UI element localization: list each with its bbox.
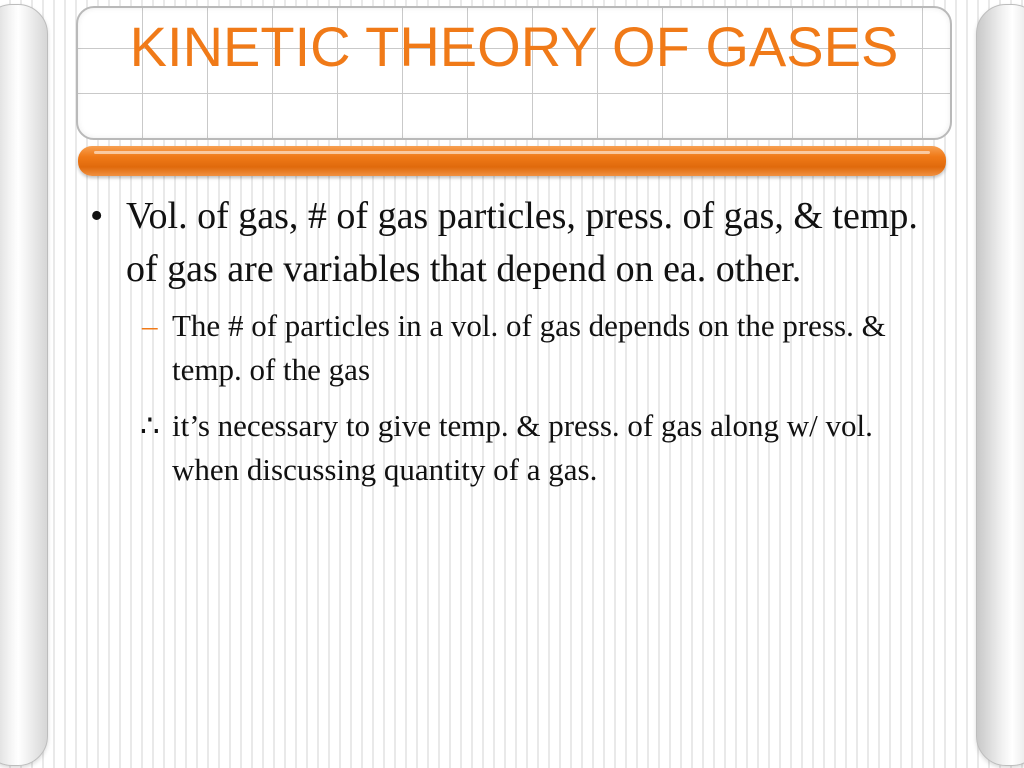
slide-title: KINETIC THEORY OF GASES bbox=[129, 15, 899, 78]
left-decorative-tab bbox=[0, 4, 48, 766]
right-decorative-tab bbox=[976, 4, 1024, 766]
conclusion-item bbox=[80, 404, 940, 492]
conclusion-text: it’s necessary to give temp. & press. of gas along w/ vol. when discussing quantity of a gas. bbox=[172, 408, 873, 487]
therefore-marker: ∴ bbox=[140, 408, 160, 443]
slide-body bbox=[80, 190, 940, 492]
sub-bullet-item bbox=[80, 304, 940, 392]
bullet-item bbox=[80, 190, 940, 296]
sub-bullet-text: The # of particles in a vol. of gas depends on the press. & temp. of the gas bbox=[172, 308, 886, 387]
dash-marker: – bbox=[142, 308, 158, 343]
title-underline-bar bbox=[78, 146, 946, 176]
bullet-marker: • bbox=[90, 195, 104, 237]
bullet-text: Vol. of gas, # of gas particles, press. of gas, & temp. of gas are variables that depend on ea. other. bbox=[126, 195, 918, 290]
title-box bbox=[76, 6, 952, 140]
